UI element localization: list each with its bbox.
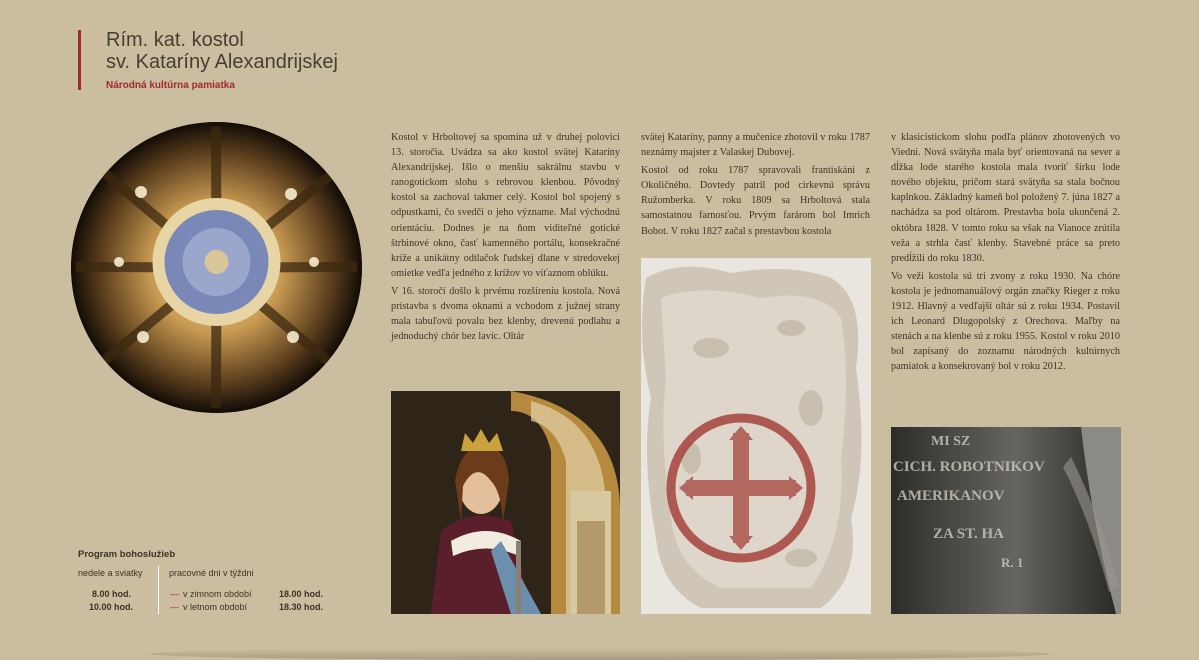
page-subtitle: Národná kultúrna pamiatka xyxy=(106,80,235,91)
col2-paragraph-1: svätej Kataríny, panny a mučenice zhotovil v roku 1787 neznámy majster z Valaskej Dubovej. xyxy=(641,132,870,159)
col2-paragraph-2: Kostol od roku 1787 spravovali frantiskáni z Okoličného. Dovtedy patril pod cirkevnú správu Ružomberka. V roku 1809 sa Hrboltová stala samostatnou farnosťou. Prvým farárom bol Imrich Bobot. V roku 1827 začal s prestavbou kostola xyxy=(641,165,870,237)
church-bell-photo xyxy=(891,427,1121,614)
bell-inscription-line-1: MI SZ xyxy=(931,434,971,449)
col1-paragraph-2: V 16. storočí došlo k prvému rozšíreniu kostola. Nová prístavba s dvoma oknami a vchodom z južnej strany mala tabuľovú povalu bez klenby, drevenú podlahu a jednoduchý chór bez lavíc. Oltár xyxy=(391,285,620,343)
text-column-2 xyxy=(641,130,870,242)
text-column-3 xyxy=(891,130,1120,378)
title-accent-bar xyxy=(78,30,81,90)
bell-inscription-line-5: R. 1 xyxy=(1001,555,1024,570)
winter-label: v zimnom období xyxy=(183,589,252,599)
page-title xyxy=(106,29,338,73)
dash-icon: — xyxy=(170,589,179,599)
col1-paragraph-1: Kostol v Hrboltovej sa spomína už v druhej polovici 13. storočia. Uvádza sa ako kostol svätej Kataríny Alexandrijskej. Išlo o menšiu sakrálnu stavbu v ranogotickom slohu s rebrovou klenbou. Pôvodný kostol sa zachoval takmer celý. Kostol bol spojený s odpustkami, čo svedčí o jeho význame. Mal východnú orientáciu. Dodnes je na ňom viditeľné gotické štrbinové okno, časť kamenného portálu, konsekračné kríže a unikátny odtlačok ľudskej dlane v stredovekej omietke vedľa jedného z krížov vo víťaznom oblúku. xyxy=(391,132,620,279)
schedule-title: Program bohoslužieb xyxy=(78,549,176,560)
bell-inscription-line-4: ZA ST. HA xyxy=(933,526,1004,542)
statue-illustration xyxy=(391,391,620,614)
col3-paragraph-1: v klasicistickom slohu podľa plánov zhotovených vo Viedni. Nová svätyňa mala byť orientovaná na sever a dĺžka lode starého kostola mala tvoriť šírku lode nového objektu, pričom stará svätyňa sa stala bočnou kaplnkou. Základný kameň bol položený 7. júna 1827 a nachádza sa pod oltárom. Prestavba bola ukončená 2. októbra 1828. V tomto roku sa však na Vianoce zrútila veža a strhla časť klenby. Stavebné práce sa preto predĺžili do roku 1830. xyxy=(891,132,1120,264)
sunday-time-2: 10.00 hod. xyxy=(89,602,134,612)
weekday-row-summer xyxy=(170,602,247,612)
bell-inscription-line-3: AMERIKANOV xyxy=(897,488,1005,504)
sunday-time-1: 8.00 hod. xyxy=(92,589,132,599)
plaster-illustration xyxy=(641,258,871,614)
dome-interior-photo xyxy=(71,122,362,413)
sundays-label: nedele a sviatky xyxy=(78,568,143,578)
bell-illustration xyxy=(891,427,1121,614)
summer-time: 18.30 hod. xyxy=(279,602,324,612)
title-line-2: sv. Kataríny Alexandrijskej xyxy=(106,51,338,73)
weekday-row-winter xyxy=(170,589,252,599)
winter-time: 18.00 hod. xyxy=(279,589,324,599)
text-column-1 xyxy=(391,130,620,347)
saint-catherine-statue-photo xyxy=(391,391,620,614)
col3-paragraph-2: Vo veži kostola sú tri zvony z roku 1930. Na chóre kostola je jednomanuálový orgán značky Rieger z roku 1912. Hlavný a vedľajší oltár sú z roku 1934. Postavil ich Leonard Dlugopolský z Orechova. Maľby na stenách a na klenbe sú z roku 1955. Kostol v roku 2010 bol zapísaný do zoznamu národných kultúrnych pamiatok a konsekrovaný bol v roku 2012. xyxy=(891,270,1120,373)
dash-icon: — xyxy=(170,602,179,612)
title-line-1: Rím. kat. kostol xyxy=(106,29,244,51)
bell-inscription-line-2: CICH. ROBOTNIKOV xyxy=(893,459,1045,475)
schedule-divider xyxy=(158,566,159,614)
weekdays-label: pracovné dni v týždni xyxy=(169,568,254,578)
summer-label: v letnom období xyxy=(183,602,248,612)
dome-illustration xyxy=(71,122,362,413)
page-shadow xyxy=(150,648,1050,660)
plaster-consecration-cross-photo xyxy=(641,258,871,614)
